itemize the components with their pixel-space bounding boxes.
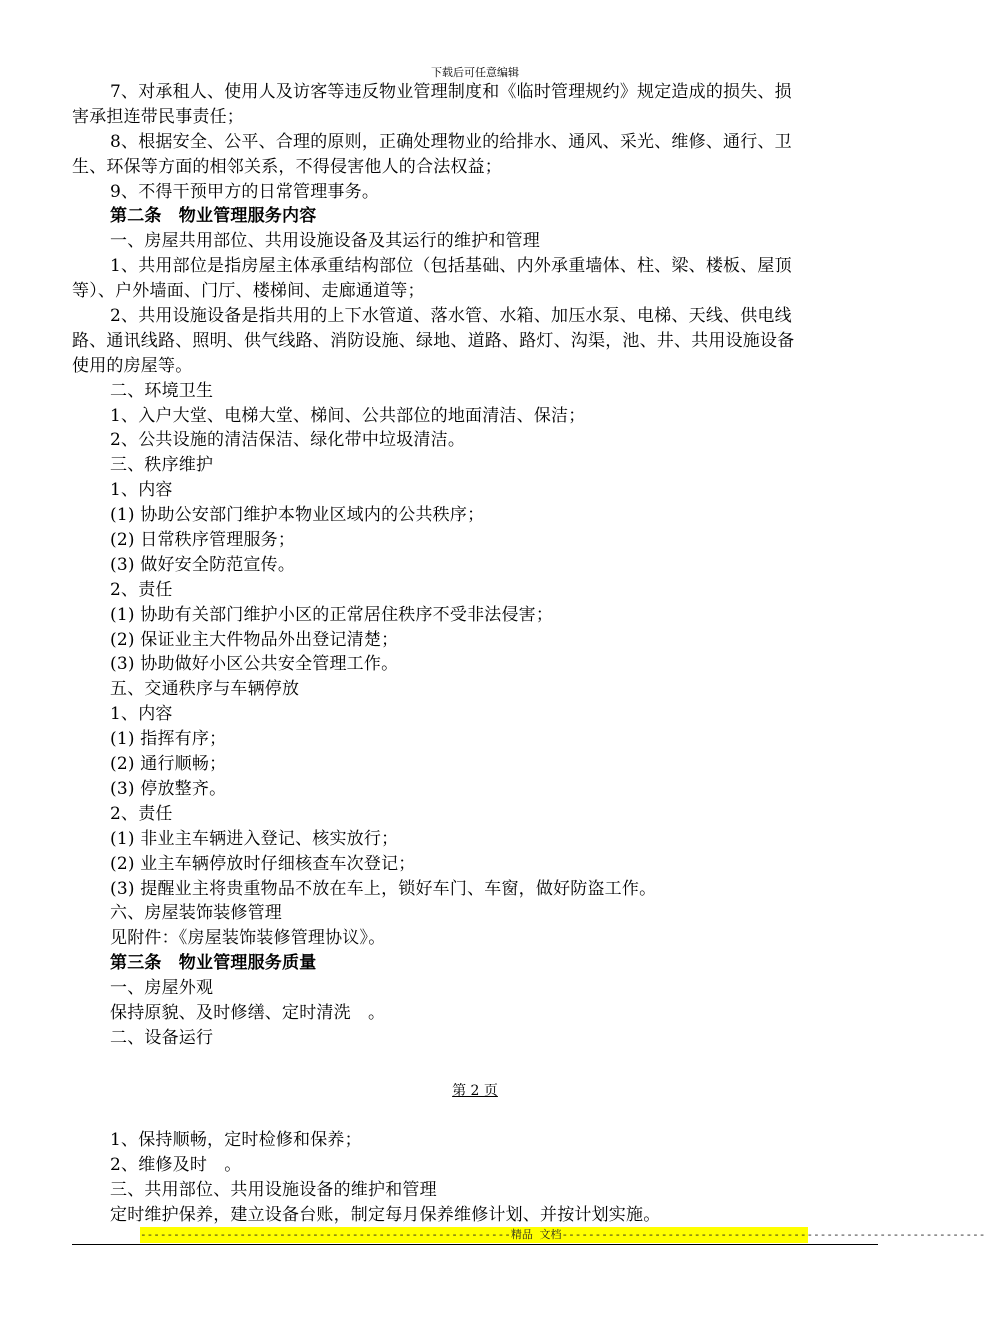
text-line: 1、共用部位是指房屋主体承重结构部位（包括基础、内外承重墙体、柱、梁、楼板、屋顶 [110,256,792,277]
text-line: (1) 协助有关部门维护小区的正常居住秩序不受非法侵害； [110,604,554,625]
text-line: 生、环保等方面的相邻关系，不得侵害他人的合法权益； [72,156,502,177]
text-line: 等）、户外墙面、门厅、楼梯间、走廊通道等； [72,281,425,302]
text-line: (3) 提醒业主将贵重物品不放在车上，锁好车门、车窗，做好防盗工作。 [110,878,657,899]
page-header: 下载后可任意编辑 [431,66,519,79]
section-heading: 第三条 物业管理服务质量 [110,953,317,974]
text-line: 2、责任 [110,579,173,600]
text-line: 一、房屋共用部位、共用设施设备及其运行的维护和管理 [110,231,540,252]
text-line: (3) 做好安全防范宣传。 [110,554,296,575]
text-line: 8、根据安全、公平、合理的原则，正确处理物业的给排水、通风、采光、维修、通行、卫 [110,131,792,152]
text-line: 害承担连带民事责任； [72,106,244,127]
text-line: (2) 通行顺畅； [110,754,227,775]
text-line: 路、通讯线路、照明、供气线路、消防设施、绿地、道路、路灯、沟渠，池、井、共用设施设备 [72,330,795,351]
text-line: 1、内容 [110,704,173,725]
text-line: 二、设备运行 [110,1027,214,1048]
text-line: 三、秩序维护 [110,455,214,476]
text-line: 2、共用设施设备是指共用的上下水管道、落水管、水箱、加压水泵、电梯、天线、供电线 [110,306,792,327]
footer-banner: --------------------------------------------------------精品 文档---------------------------------------------------------------- [140,1228,985,1241]
page-number-text: 第 2 页 [452,1083,498,1099]
text-line: 见附件：《房屋装饰装修管理协议》。 [110,928,386,949]
page-2-body [72,1128,880,1228]
text-line: 1、内容 [110,480,173,501]
text-line: 保持原貌、及时修缮、定时清洗 。 [110,1002,386,1023]
text-line: 1、保持顺畅，定时检修和保养； [110,1130,362,1150]
page-1-body [72,80,880,1051]
text-line: 7、对承租人、使用人及访客等违反物业管理制度和《临时管理规约》规定造成的损失、损 [110,82,792,102]
text-line: (2) 保证业主大件物品外出登记清楚； [110,629,399,650]
text-line: (3) 协助做好小区公共安全管理工作。 [110,654,399,675]
text-line: 定时维护保养，建立设备台账，制定每月保养维修计划、并按计划实施。 [110,1204,661,1225]
text-line: (2) 日常秩序管理服务； [110,530,296,551]
text-line: (1) 非业主车辆进入登记、核实放行； [110,828,399,849]
text-line: 使用的房屋等。 [72,355,193,376]
text-line: 2、维修及时 。 [110,1154,242,1175]
text-line: 2、公共设施的清洁保洁、绿化带中垃圾清洁。 [110,430,466,451]
text-line: (2) 业主车辆停放时仔细核查车次登记； [110,853,416,874]
text-line: 五、交通秩序与车辆停放 [110,679,300,700]
text-line: 二、环境卫生 [110,380,214,401]
page-number [0,1082,950,1100]
text-line: 三、共用部位、共用设施设备的维护和管理 [110,1179,437,1200]
text-line: 1、入户大堂、电梯大堂、梯间、公共部位的地面清洁、保洁； [110,405,586,426]
text-line: (1) 指挥有序； [110,729,227,750]
text-line: 六、房屋装饰装修管理 [110,903,282,924]
text-line: (1) 协助公安部门维护本物业区域内的公共秩序； [110,505,485,526]
footer-rule [72,1244,878,1245]
text-line: (3) 停放整齐。 [110,778,227,799]
text-line: 2、责任 [110,803,173,824]
text-line: 9、不得干预甲方的日常管理事务。 [110,181,380,202]
section-heading: 第二条 物业管理服务内容 [110,206,317,227]
text-line: 一、房屋外观 [110,978,214,999]
